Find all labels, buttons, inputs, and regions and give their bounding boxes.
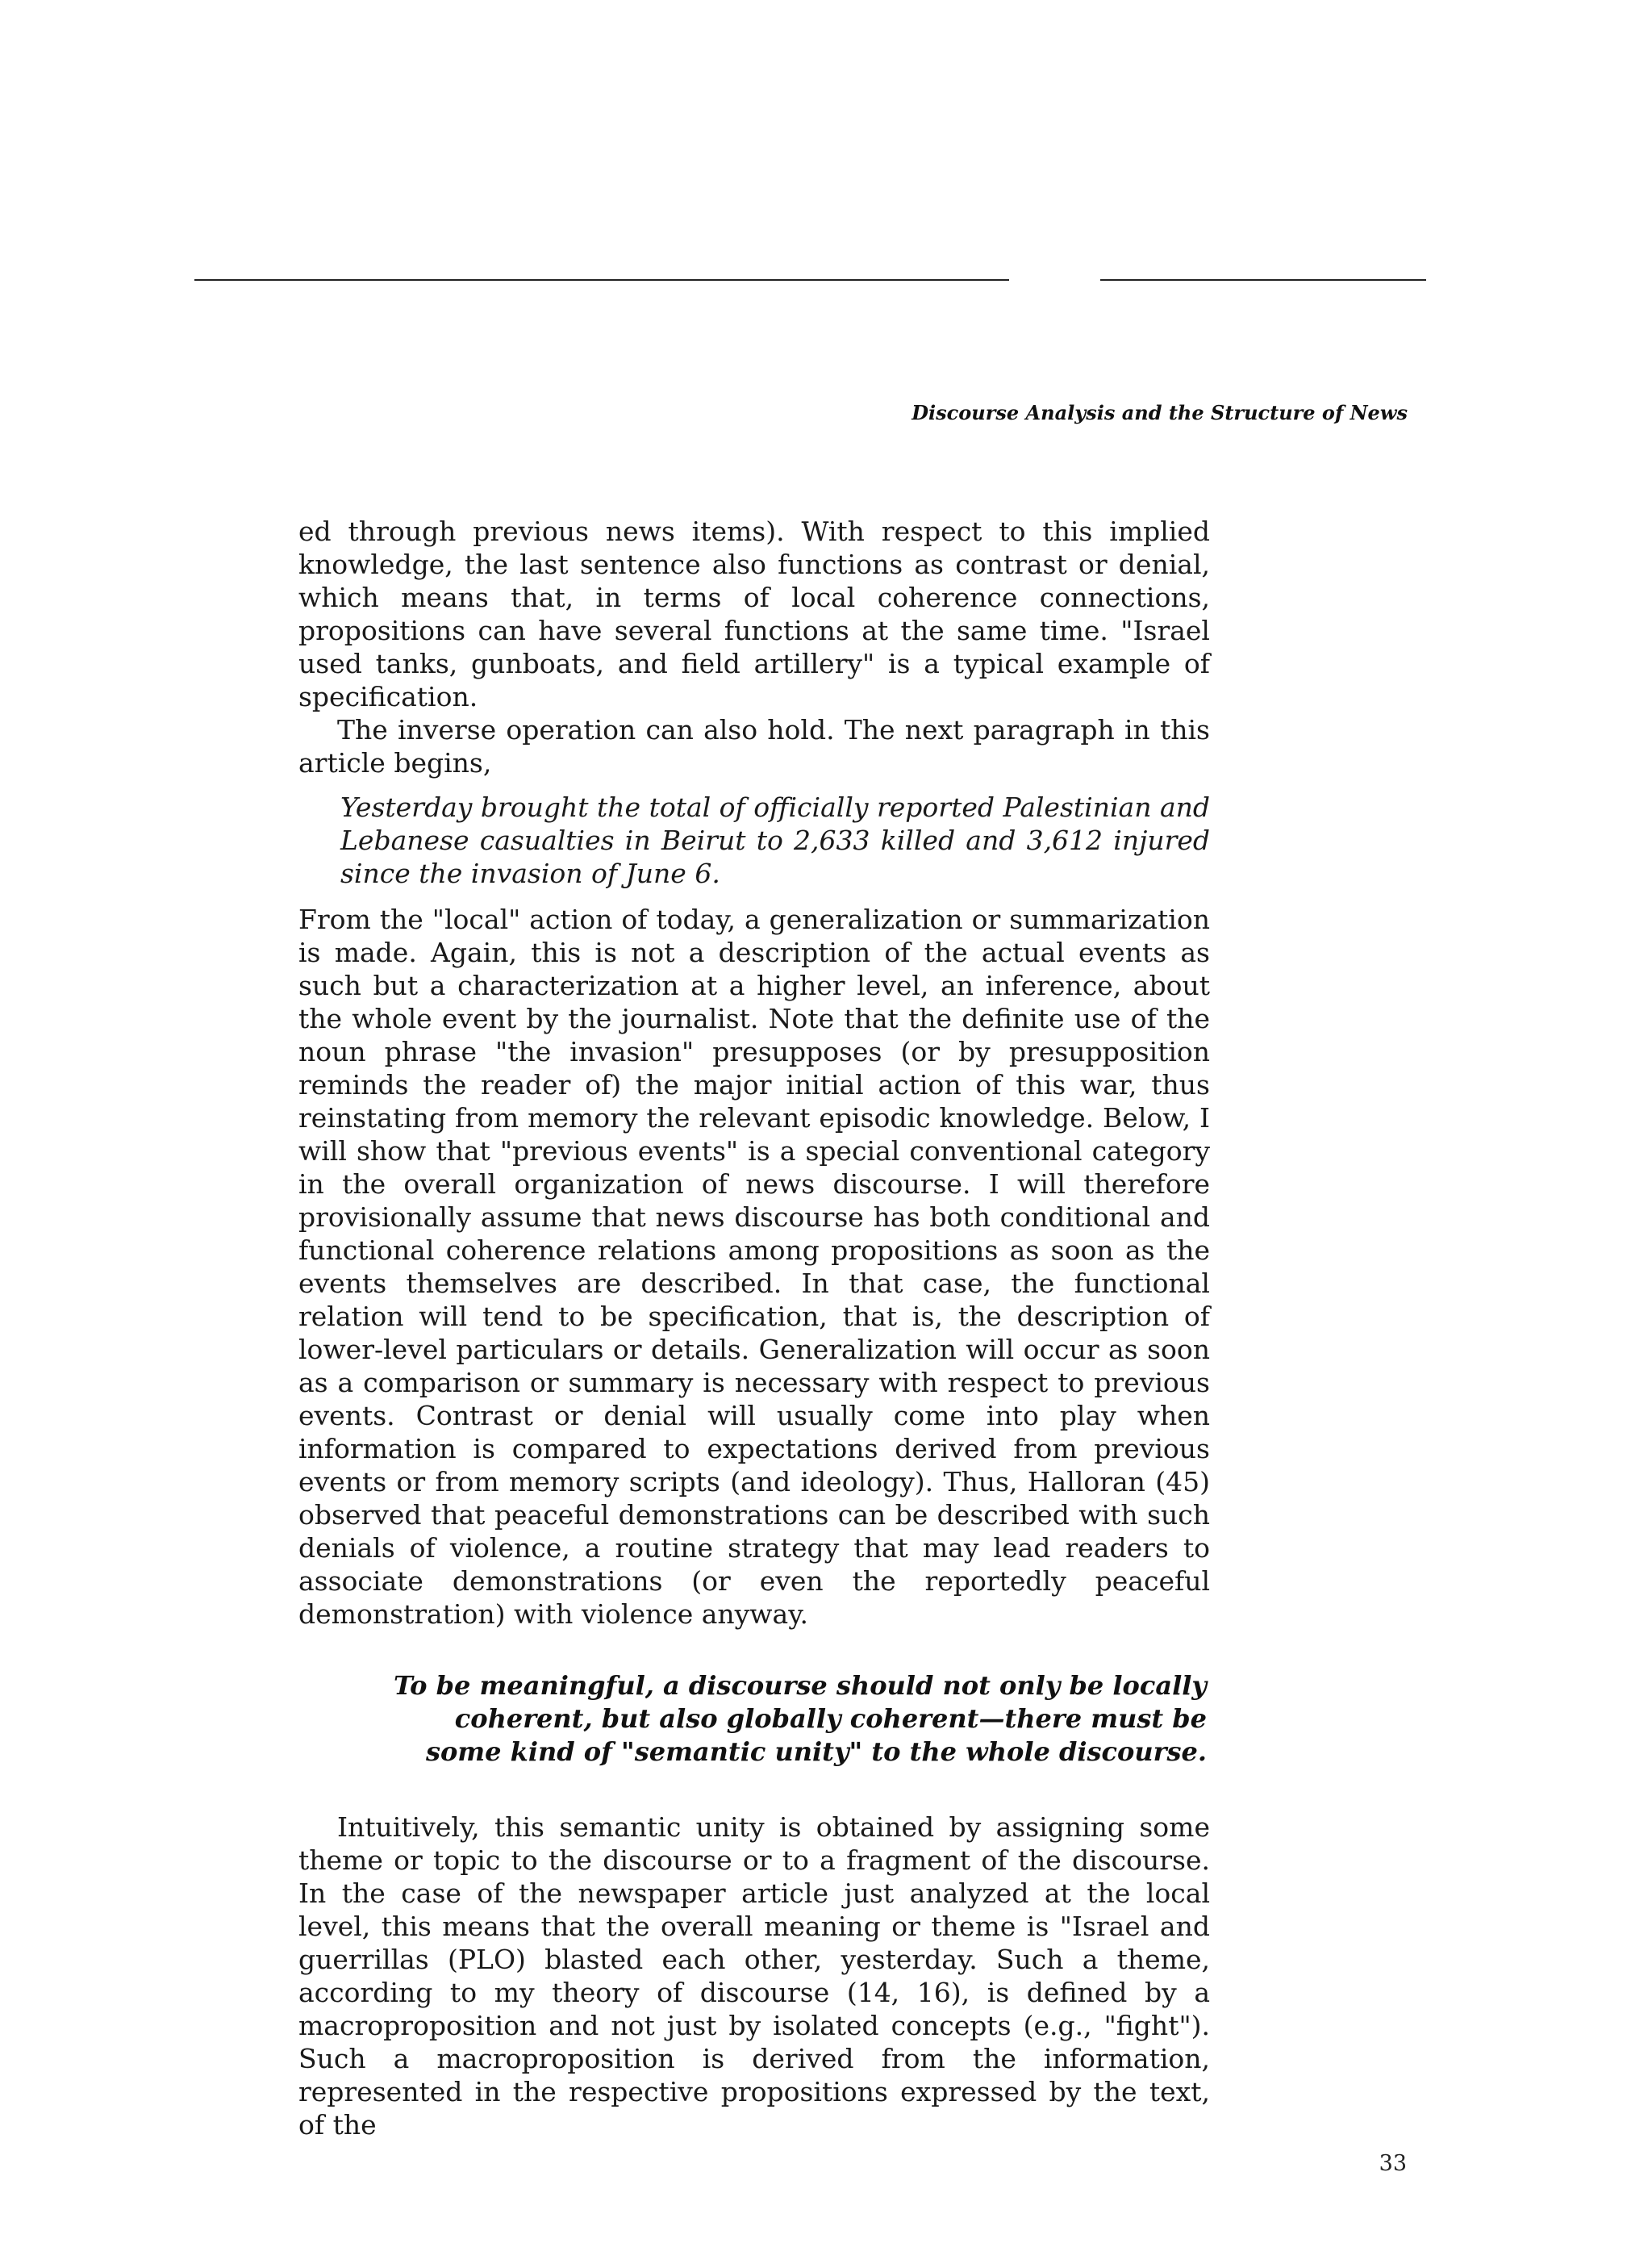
paragraph-generalization: From the "local" action of today, a generalization or summarization is made. Again, this is not a description of the actual events as such but a characterization at a higher level, an inference, about the whole event by the journalist. Note that the definite use of the noun phrase "the invasion" presupposes (or by presupposition reminds the reader of) the major initial action of this war, thus reinstating from memory the relevant episodic knowledge. Below, I will show that "previous events" is a special conventional category in the overall organization of news discourse. I will therefore provisionally assume that news discourse has both conditional and functional coherence relations among propositions as soon as the events themselves are described. In that case, the functional relation will tend to be specification, that is, the description of lower-level particulars or details. Generalization will occur as soon as a comparison or summary is necessary with respect to previous events. Contrast or denial will usually come into play when information is compared to expectations derived from previous events or from memory scripts (and ideology). Thus, Halloran (45) observed that peaceful demonstrations can be described with such denials of violence, a routine strategy that may lead readers to associate demonstrations (or even the reportedly peaceful demonstration) with violence anyway. xyxy=(298,904,1210,1630)
running-head: Discourse Analysis and the Structure of News xyxy=(912,401,1408,424)
pull-quote-line: coherent, but also globally coherent—there must be xyxy=(454,1703,1207,1734)
pull-quote xyxy=(298,1669,1210,1769)
paragraph-continuation: ed through previous news items). With respect to this implied knowledge, the last sentence also functions as contrast or denial, which means that, in terms of local coherence connections, propositions can have several functions at the same time. "Israel used tanks, gunboats, and field artillery" is a typical example of specification. xyxy=(298,516,1210,712)
header-rule-left xyxy=(194,279,1009,281)
body-column xyxy=(298,515,1210,2141)
pull-quote-line: To be meaningful, a discourse should not only be locally xyxy=(394,1670,1207,1701)
pull-quote-line: some kind of "semantic unity" to the whole discourse. xyxy=(425,1736,1207,1767)
header-rule-right xyxy=(1100,279,1426,281)
paragraph-semantic-unity: Intuitively, this semantic unity is obtained by assigning some theme or topic to the discourse or to a fragment of the discourse. In the case of the newspaper article just analyzed at the local level, this means that the overall meaning or theme is "Israel and guerrillas (PLO) blasted each other, yesterday. Such a theme, according to my theory of discourse (14, 16), is defined by a macroproposition and not just by isolated concepts (e.g., "fight"). Such a macroproposition is derived from the information, represented in the respective propositions expressed by the text, of the xyxy=(298,1811,1210,2141)
page-number: 33 xyxy=(1379,2151,1407,2176)
paragraph-inverse-operation: The inverse operation can also hold. The next paragraph in this article begins, xyxy=(298,714,1210,779)
block-quote: Yesterday brought the total of officially reported Palestinian and Lebanese casualties in Beirut to 2,633 killed and 3,612 injured since the invasion of June 6. xyxy=(340,792,1210,889)
